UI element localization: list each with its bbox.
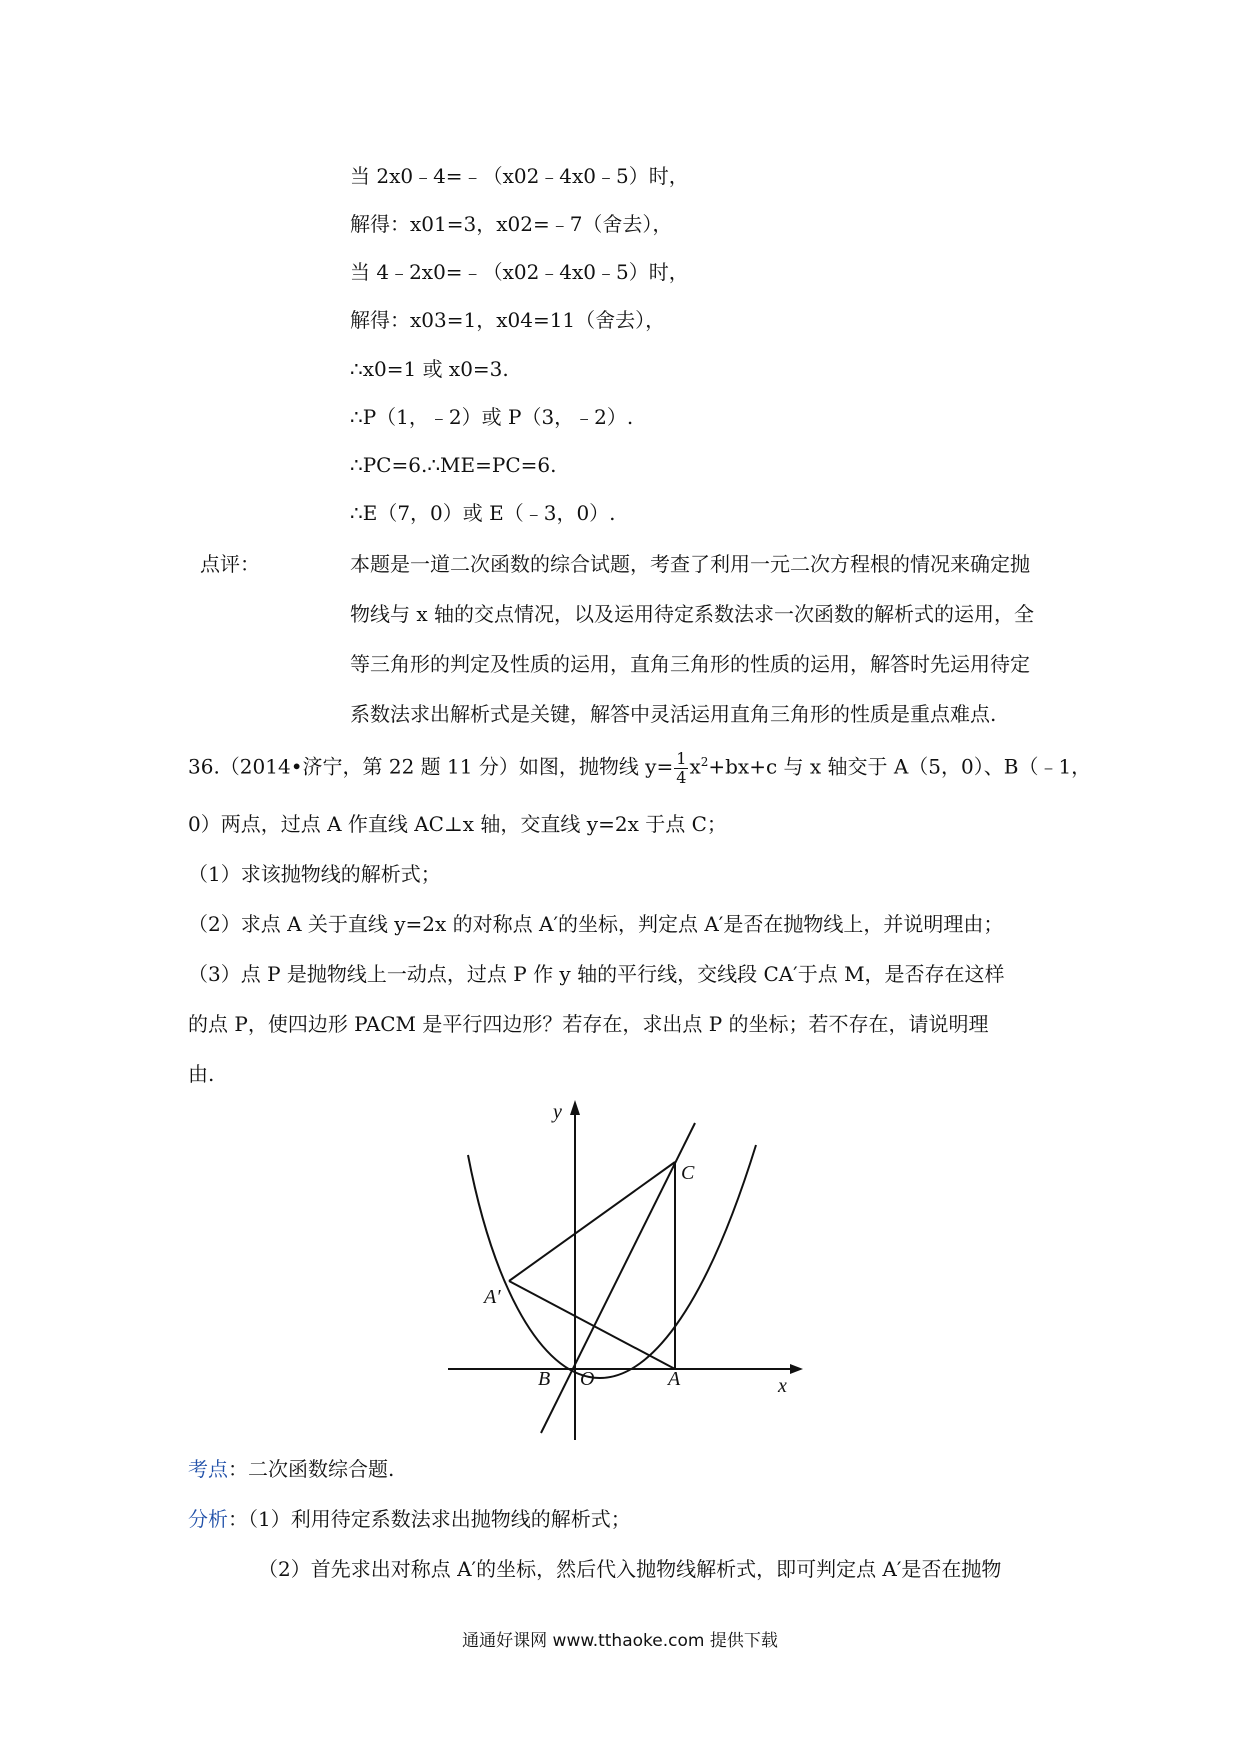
solution-line: ∴E（7，0）或 E（﹣3，0）.: [350, 501, 616, 525]
solution-line: 当 4﹣2x0=﹣（x02﹣4x0﹣5）时，: [350, 260, 689, 284]
label-x: x: [778, 1375, 787, 1397]
solution-line: ∴x0=1 或 x0=3.: [350, 357, 509, 381]
label-y: y: [553, 1101, 562, 1123]
review-line: 等三角形的判定及性质的运用，直角三角形的性质的运用，解答时先运用待定: [350, 652, 1030, 676]
problem-suffix: +bx+c 与 x 轴交于 A（5，0）、B（﹣1，: [708, 754, 1092, 779]
fenxi-line2: （2）首先求出对称点 A′的坐标，然后代入抛物线解析式，即可判定点 A′是否在抛物: [258, 1557, 1002, 1581]
segment-A-prime-A: [509, 1281, 675, 1369]
question-2: （2）求点 A 关于直线 y=2x 的对称点 A′的坐标，判定点 A′是否在抛物线上，并说明理由；: [188, 912, 1004, 936]
solution-line: ∴PC=6.∴ME=PC=6.: [350, 453, 557, 477]
solution-line: 解得：x01=3，x02=﹣7（舍去），: [350, 212, 673, 236]
problem-statement-line2: 0）两点，过点 A 作直线 AC⊥x 轴，交直线 y=2x 于点 C；: [188, 812, 727, 836]
solution-line: 当 2x0﹣4=﹣（x02﹣4x0﹣5）时，: [350, 164, 689, 188]
solution-line: ∴P（1，﹣2）或 P（3，﹣2）.: [350, 405, 634, 429]
fenxi-label: 分析: [188, 1507, 228, 1531]
review-label: 点评：: [200, 552, 260, 576]
question-1: （1）求该抛物线的解析式；: [188, 862, 441, 886]
label-A-prime: A′: [484, 1286, 501, 1308]
parabola-curve: [468, 1145, 756, 1378]
review-line: 系数法求出解析式是关键，解答中灵活运用直角三角形的性质是重点难点.: [350, 702, 997, 726]
review-line: 物线与 x 轴的交点情况，以及运用待定系数法求一次函数的解析式的运用，全: [350, 602, 1034, 626]
exponent: 2: [700, 755, 709, 769]
kaodian-line: [188, 1455, 394, 1483]
label-C: C: [681, 1162, 695, 1184]
solution-line: 解得：x03=1，x04=11（舍去），: [350, 308, 666, 332]
fraction-numerator: 1: [676, 748, 687, 768]
question-3-line1: （3）点 P 是抛物线上一动点，过点 P 作 y 轴的平行线，交线段 CA′于点 M，是否存在这样: [188, 962, 1005, 986]
problem-prefix: 36.（2014•济宁，第 22 题 11 分）如图，抛物线 y=: [188, 754, 674, 779]
fraction-denominator: 4: [676, 767, 687, 787]
segment-A-prime-C: [509, 1162, 675, 1281]
problem-x: x: [689, 754, 701, 779]
label-O: O: [580, 1368, 595, 1390]
fenxi-line1: [188, 1505, 631, 1533]
label-B: B: [538, 1368, 551, 1390]
review-line: 本题是一道二次函数的综合试题，考查了利用一元二次方程根的情况来确定抛: [350, 552, 1030, 576]
label-A: A: [668, 1368, 681, 1390]
question-3-line2: 的点 P，使四边形 PACM 是平行四边形？若存在，求出点 P 的坐标；若不存在，请说明理: [188, 1012, 989, 1036]
y-axis-arrow: [570, 1100, 580, 1115]
kaodian-label: 考点: [188, 1457, 228, 1481]
x-axis-arrow: [790, 1364, 803, 1374]
footer: 通通好课网 www.tthaoke.com 提供下载: [462, 1631, 778, 1651]
kaodian-text: ：二次函数综合题.: [228, 1457, 395, 1481]
question-3-line3: 由.: [188, 1062, 215, 1086]
fenxi-text: ：（1）利用待定系数法求出抛物线的解析式；: [228, 1507, 631, 1531]
